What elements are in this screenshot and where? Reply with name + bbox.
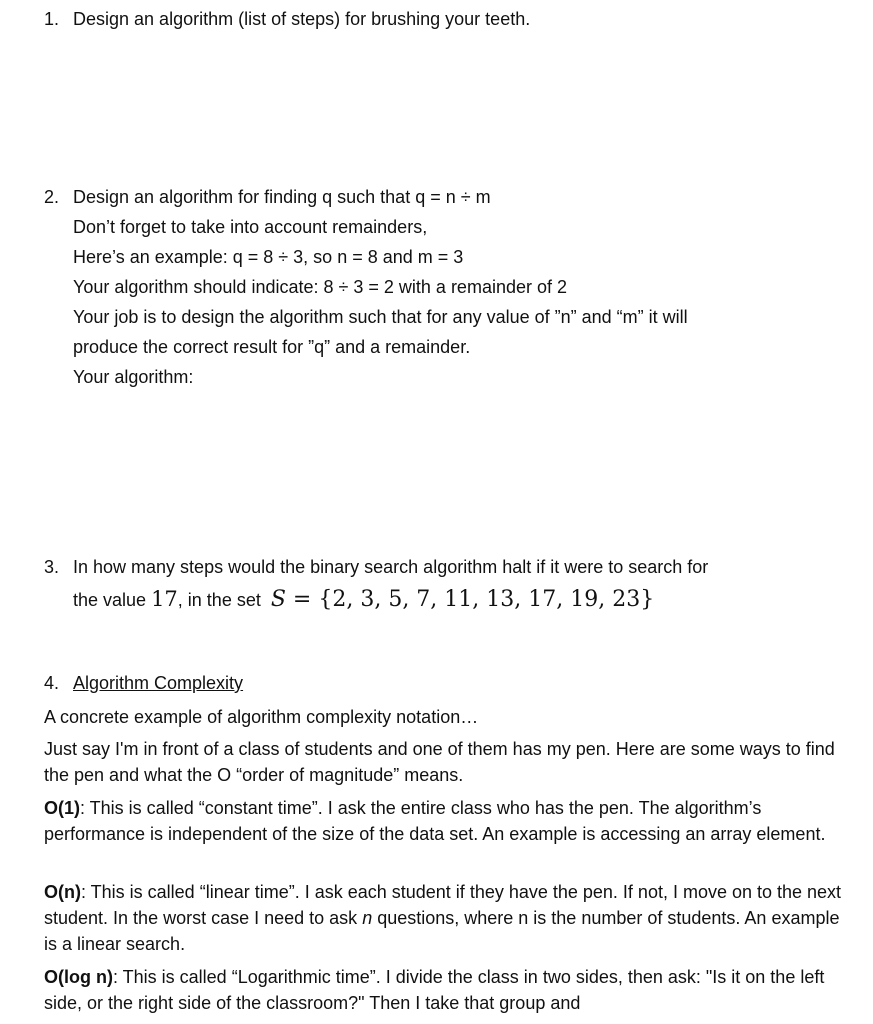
- question-2-line: Here’s an example: q = 8 ÷ 3, so n = 8 and m = 3: [73, 247, 464, 267]
- o1-text: : This is called “constant time”. I ask the entire class who has the pen. The algorithm’s performance is independent of the size of the data set. An example is accessing an array element.: [44, 798, 826, 844]
- ologn-label: O(log n): [44, 967, 113, 987]
- ologn-text: : This is called “Logarithmic time”. I divide the class in two sides, then ask: "Is it on the left side, or the right side of the classroom?" Then I take that group and: [44, 967, 825, 1013]
- question-2-line: Your algorithm:: [73, 367, 194, 387]
- question-3-line-2: [73, 582, 824, 617]
- question-4: [44, 668, 824, 698]
- question-3-prefix: the value: [73, 590, 152, 610]
- question-4-heading: Algorithm Complexity: [73, 673, 244, 693]
- set-expression: [271, 587, 654, 612]
- question-2-line: Your algorithm should indicate: 8 ÷ 3 = 2 with a remainder of 2: [73, 277, 567, 297]
- question-3-mid: , in the set: [177, 590, 261, 610]
- o1-label: O(1): [44, 798, 80, 818]
- set-values: = {2, 3, 5, 7, 11, 13, 17, 19, 23}: [285, 587, 655, 612]
- question-2-line: produce the correct result for ”q” and a remainder.: [73, 337, 471, 357]
- set-variable: S: [270, 587, 286, 612]
- question-3-line-1: In how many steps would the binary search algorithm halt if it were to search for: [73, 557, 709, 577]
- ologn-paragraph: [44, 964, 844, 1016]
- on-text-b: questions, where n is the number of students. An example is a linear search.: [44, 908, 840, 954]
- question-2-line: Your job is to design the algorithm such that for any value of ”n” and “m” it will: [73, 307, 688, 327]
- question-1-text: Design an algorithm (list of steps) for brushing your teeth.: [73, 9, 531, 29]
- on-label: O(n): [44, 882, 81, 902]
- question-2-number: 2.: [44, 187, 60, 207]
- question-1: [44, 4, 824, 34]
- question-3-number: 3.: [44, 557, 60, 577]
- question-2: [44, 182, 824, 392]
- question-2-line: Don’t forget to take into account remainders,: [73, 217, 428, 237]
- question-4-number: 4.: [44, 673, 60, 693]
- complexity-intro: A concrete example of algorithm complexity notation…: [44, 707, 479, 727]
- question-2-line: Design an algorithm for finding q such that q = n ÷ m: [73, 187, 491, 207]
- question-1-number: 1.: [44, 9, 60, 29]
- search-value: 17: [151, 587, 178, 611]
- o1-paragraph: [44, 795, 844, 847]
- on-paragraph: [44, 879, 844, 957]
- question-3: [44, 552, 824, 617]
- complexity-paragraph: Just say I'm in front of a class of students and one of them has my pen. Here are some ways to find the pen and what the O “order of magnitude” means.: [44, 739, 835, 785]
- on-text-a: : This is called “linear time”. I ask each student if they have the pen. If not, I move on to the next student. In the worst case I need to ask: [44, 882, 842, 928]
- on-n: n: [362, 908, 373, 928]
